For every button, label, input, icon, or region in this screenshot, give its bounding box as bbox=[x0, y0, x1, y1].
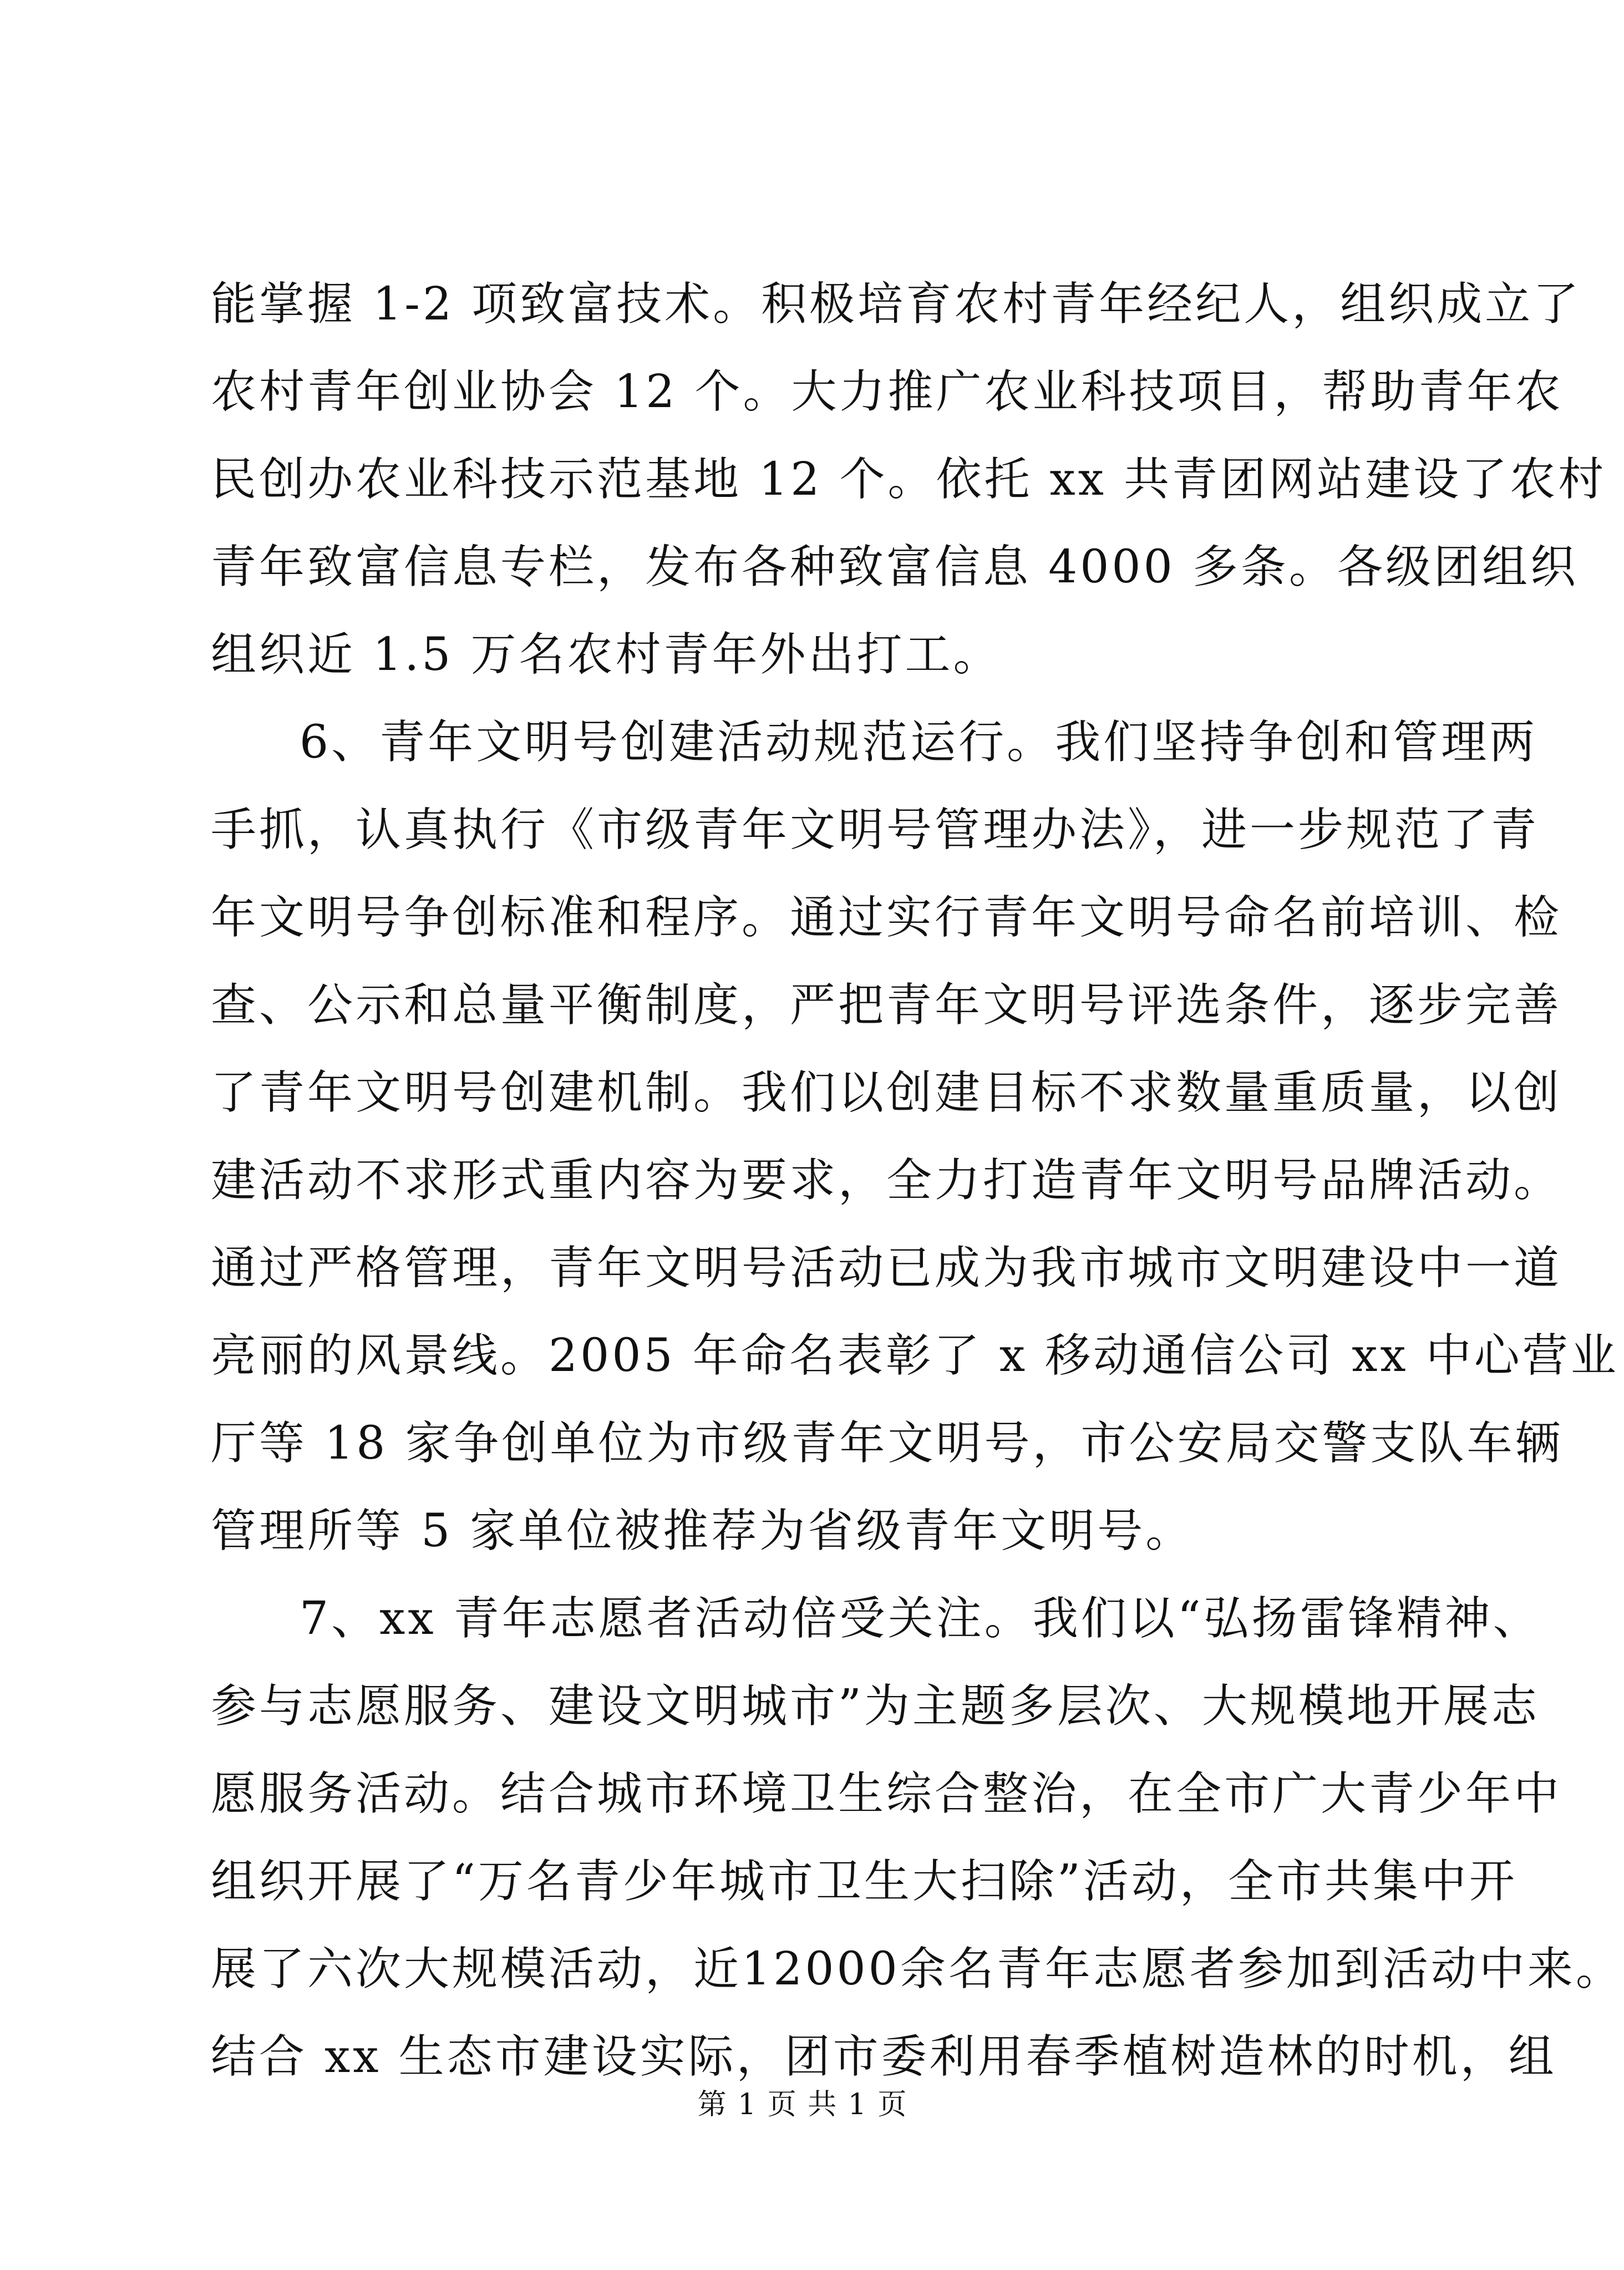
text-line: 厅等 18 家争创单位为市级青年文明号，市公安局交警支队车辆 bbox=[211, 1417, 1564, 1470]
text-line: 展了六次大规模活动，近12000余名青年志愿者参加到活动中来。 bbox=[211, 1943, 1624, 1995]
text-line: 组织近 1.5 万名农村青年外出打工。 bbox=[211, 628, 1002, 681]
text-line: 农村青年创业协会 12 个。大力推广农业科技项目，帮助青年农 bbox=[211, 365, 1564, 418]
text-line: 组织开展了“万名青少年城市卫生大扫除”活动，全市共集中开 bbox=[211, 1855, 1518, 1908]
text-line: 结合 xx 生态市建设实际，团市委利用春季植树造林的时机，组 bbox=[211, 2030, 1557, 2083]
text-line: 通过严格管理，青年文明号活动已成为我市城市文明建设中一道 bbox=[211, 1242, 1562, 1294]
document-body bbox=[211, 261, 1624, 2101]
text-line: 青年致富信息专栏，发布各种致富信息 4000 多条。各级团组织 bbox=[211, 541, 1579, 593]
paragraph-6-first-line: 6、青年文明号创建活动规范运行。我们坚持争创和管理两 bbox=[300, 716, 1538, 769]
text-line: 民创办农业科技示范基地 12 个。依托 xx 共青团网站建设了农村 bbox=[211, 453, 1607, 506]
text-line: 建活动不求形式重内容为要求，全力打造青年文明号品牌活动。 bbox=[211, 1154, 1562, 1207]
paragraph-7-first-line: 7、xx 青年志愿者活动倍受关注。我们以“弘扬雷锋精神、 bbox=[300, 1592, 1541, 1645]
text-line: 愿服务活动。结合城市环境卫生综合整治，在全市广大青少年中 bbox=[211, 1768, 1562, 1820]
text-line: 年文明号争创标准和程序。通过实行青年文明号命名前培训、检 bbox=[211, 891, 1562, 944]
text-line: 手抓，认真执行《市级青年文明号管理办法》，进一步规范了青 bbox=[211, 804, 1540, 856]
text-line: 参与志愿服务、建设文明城市”为主题多层次、大规模地开展志 bbox=[211, 1680, 1540, 1733]
text-line: 查、公示和总量平衡制度，严把青年文明号评选条件，逐步完善 bbox=[211, 979, 1562, 1032]
text-line: 了青年文明号创建机制。我们以创建目标不求数量重质量，以创 bbox=[211, 1067, 1562, 1119]
text-line: 能掌握 1-2 项致富技术。积极培育农村青年经纪人，组织成立了 bbox=[211, 278, 1582, 331]
text-line: 亮丽的风景线。2005 年命名表彰了 x 移动通信公司 xx 中心营业 bbox=[211, 1329, 1619, 1382]
text-line: 管理所等 5 家单位被推荐为省级青年文明号。 bbox=[211, 1505, 1194, 1557]
page-footer: 第 1 页 共 1 页 bbox=[697, 2088, 908, 2121]
